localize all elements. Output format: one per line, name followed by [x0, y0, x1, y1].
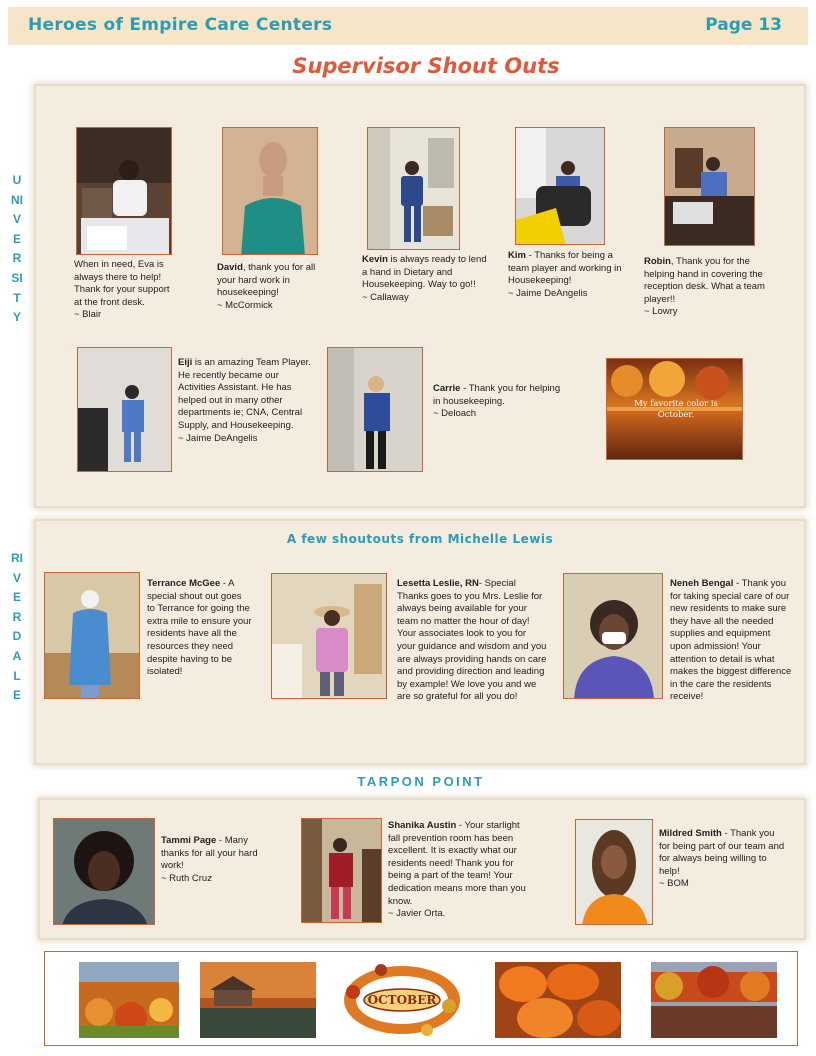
caption-lesetta-name: Lesetta Leslie, RN	[397, 578, 479, 589]
caption-kim-sig: ~ Jaime DeAngelis	[508, 287, 588, 299]
photo-david	[222, 127, 318, 255]
strip-harvest-photo	[79, 962, 179, 1038]
photo-eiji-image	[78, 348, 172, 472]
caption-tammi	[161, 835, 273, 885]
photo-robin-image	[665, 128, 755, 246]
photo-neneh-image	[564, 574, 663, 699]
strip-october-badge	[341, 962, 463, 1038]
newsletter-title: Heroes of Empire Care Centers	[28, 15, 333, 35]
harvest-image	[79, 962, 179, 1038]
photo-mildred-image	[576, 820, 653, 925]
strip-pumpkins-photo	[495, 962, 621, 1038]
caption-kevin	[362, 254, 492, 304]
caption-mildred-text: - Thank you for being part of our team and for always being willing to help!	[659, 828, 785, 877]
page-title: Supervisor Shout Outs	[292, 54, 560, 78]
photo-mildred	[575, 819, 653, 925]
caption-lesetta	[397, 578, 547, 704]
caption-carrie	[433, 383, 561, 421]
photo-kevin	[367, 127, 460, 250]
photo-neneh	[563, 573, 663, 699]
caption-tammi-text: - Many thanks for all your hard work!	[161, 835, 258, 872]
riverdale-label: RIVERDALE	[11, 551, 23, 703]
photo-eiji	[77, 347, 172, 472]
caption-robin-sig: ~ Lowry	[644, 306, 678, 318]
caption-eiji-sig: ~ Jaime DeAngelis	[178, 432, 258, 444]
photo-terrance-image	[45, 573, 140, 699]
header-bar	[8, 7, 808, 45]
caption-david-name: David	[217, 262, 243, 273]
photo-eva-image	[77, 128, 172, 255]
caption-neneh	[670, 578, 792, 704]
photo-david-image	[223, 128, 318, 255]
photo-kim	[515, 127, 605, 245]
photo-lesetta	[271, 573, 387, 699]
photo-kim-image	[516, 128, 605, 245]
photo-october-lake	[606, 358, 743, 460]
photo-carrie	[327, 347, 423, 472]
caption-david-sig: ~ McCormick	[217, 299, 273, 311]
october-photo-text: My favorite color is October.	[634, 399, 718, 420]
october-badge-text: OCTOBER	[367, 993, 437, 1007]
caption-eiji	[178, 357, 318, 445]
caption-terrance-name: Terrance McGee	[147, 578, 221, 589]
tarpon-point-label: TARPON POINT	[357, 774, 485, 789]
foliage-image	[651, 962, 777, 1038]
pumpkins-image	[495, 962, 621, 1038]
caption-neneh-name: Neneh Bengal	[670, 578, 734, 589]
caption-eva	[74, 259, 179, 322]
bridge-image	[200, 962, 316, 1038]
caption-terrance	[147, 578, 252, 679]
caption-eva-text: When in need, Eva is always there to help! Thank for your support at the front desk.	[74, 259, 170, 308]
caption-mildred-name: Mildred Smith	[659, 828, 722, 839]
photo-tammi-image	[54, 819, 155, 925]
photo-shanika	[301, 818, 382, 923]
caption-robin-text: , Thank you for the helping hand in covering the reception desk. What a team player!!	[644, 256, 765, 305]
page-number: Page 13	[705, 15, 782, 35]
photo-terrance	[44, 572, 140, 699]
caption-kim-name: Kim	[508, 250, 526, 261]
caption-shanika-sig: ~ Javier Orta.	[388, 908, 446, 920]
caption-kim	[508, 250, 628, 300]
photo-robin	[664, 127, 755, 246]
caption-carrie-name: Carrie	[433, 383, 461, 394]
caption-david-text: , thank you for all your hard work in housekeeping!	[217, 262, 316, 299]
caption-shanika	[388, 820, 534, 921]
caption-lesetta-text: - Special Thanks goes to you Mrs. Leslie for always being available for your team no matter the hour of day! Your associates look to you for your guidance and wisdom and you are always providing hands on care and providing direction and leading by example! We love you and we are so grateful for all you do!	[397, 578, 547, 703]
caption-tammi-name: Tammi Page	[161, 835, 217, 846]
caption-tammi-sig: ~ Ruth Cruz	[161, 872, 212, 884]
caption-terrance-text: - A special shout out goes to Terrance for going the extra mile to ensure your residents have all the resources they need despite having to be isolated!	[147, 578, 252, 678]
caption-shanika-name: Shanika Austin	[388, 820, 457, 831]
caption-david	[217, 262, 329, 312]
strip-foliage-photo	[651, 962, 777, 1038]
caption-robin-name: Robin	[644, 256, 671, 267]
photo-kevin-image	[368, 128, 460, 250]
caption-shanika-text: - Your starlight fall prevention room has been excellent. It is exactly what our residents need! Thank you for being a part of the team! Your dedication means more than you know.	[388, 820, 526, 907]
caption-carrie-sig: ~ Deloach	[433, 408, 477, 420]
caption-neneh-text: - Thank you for taking special care of our new residents to make sure they have all the needed supplies and equipment upon admission! Your attention to detail is what makes the biggest difference in the care the residents receive!	[670, 578, 792, 703]
university-label: UNIVERSITY	[11, 173, 23, 325]
caption-mildred	[659, 828, 787, 891]
caption-mildred-sig: ~ BOM	[659, 878, 689, 890]
caption-kim-text: - Thanks for being a team player and working in Housekeeping!	[508, 250, 622, 287]
photo-tammi	[53, 818, 155, 925]
photo-carrie-image	[328, 348, 423, 472]
caption-robin	[644, 256, 779, 319]
caption-carrie-text: - Thank you for helping in housekeeping.	[433, 383, 561, 407]
caption-kevin-name: Kevin	[362, 254, 388, 265]
photo-eva	[76, 127, 172, 255]
caption-eiji-text: is an amazing Team Player. He recently became our Activities Assistant. He has helped out in many other departments ie; CNA, Central Supply, and Housekeeping.	[178, 357, 311, 431]
photo-shanika-image	[302, 819, 382, 923]
riverdale-subtitle: A few shoutouts from Michelle Lewis	[286, 532, 554, 546]
caption-eva-sig: ~ Blair	[74, 309, 102, 321]
caption-kevin-text: is always ready to lend a hand in Dietary and Housekeeping. Way to go!!	[362, 254, 487, 291]
caption-kevin-sig: ~ Callaway	[362, 291, 409, 303]
strip-bridge-photo	[200, 962, 316, 1038]
caption-eiji-name: Eiji	[178, 357, 193, 368]
autumn-photo-strip	[44, 951, 798, 1046]
photo-lesetta-image	[272, 574, 387, 699]
